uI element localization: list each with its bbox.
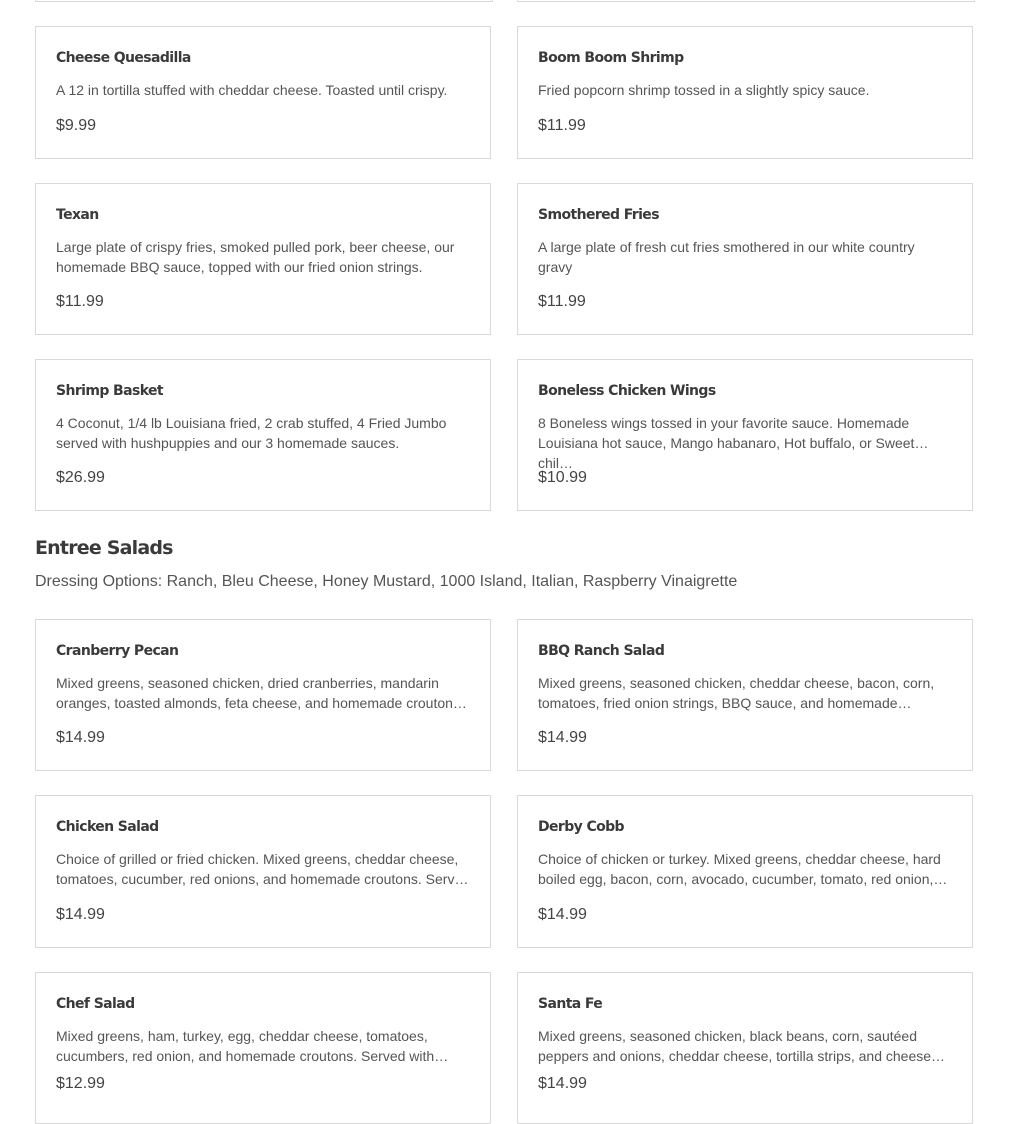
item-name: Texan (56, 207, 99, 223)
item-name: Shrimp Basket (56, 383, 164, 399)
menu-item-card[interactable] (517, 795, 973, 948)
item-price: $14.99 (538, 729, 587, 746)
menu-item-card[interactable] (517, 26, 973, 159)
item-price: $14.99 (56, 906, 105, 923)
section-title: Entree Salads (35, 537, 173, 559)
item-description: Mixed greens, seasoned chicken, dried cranberries, mandarin oranges, toasted almonds, feta cheese, and homemade crouton… (56, 675, 467, 711)
item-price: $10.99 (538, 469, 587, 486)
menu-item-card[interactable] (517, 972, 973, 1124)
item-price: $11.99 (56, 293, 104, 310)
item-name: Santa Fe (538, 996, 603, 1012)
item-price: $14.99 (538, 1075, 587, 1092)
item-price: $9.99 (56, 117, 97, 134)
item-description: Fried popcorn shrimp tossed in a slightly spicy sauce. (538, 82, 870, 98)
item-description: Mixed greens, ham, turkey, egg, cheddar cheese, tomatoes, cucumbers, red onion, and homemade croutons. Served with… (56, 1028, 449, 1064)
item-description: 8 Boneless wings tossed in your favorite sauce. Homemade Louisiana hot sauce, Mango habanaro, Hot buffalo, or Sweet chil… (538, 415, 915, 471)
item-name: Boom Boom Shrimp (538, 50, 684, 66)
item-price: $11.99 (538, 293, 586, 310)
section-subtitle: Dressing Options: Ranch, Bleu Cheese, Honey Mustard, 1000 Island, Italian, Raspberry Vinaigrette (35, 573, 738, 590)
item-description: A 12 in tortilla stuffed with cheddar cheese. Toasted until crispy. (56, 82, 448, 98)
item-description: Choice of grilled or fried chicken. Mixed greens, cheddar cheese, tomatoes, cucumber, red onions, and homemade croutons. Serv… (56, 851, 469, 887)
item-name: Cranberry Pecan (56, 643, 179, 659)
item-description: Mixed greens, seasoned chicken, black beans, corn, sautéed peppers and onions, cheddar cheese, tortilla strips, and cheese… (538, 1028, 946, 1064)
item-name: Chef Salad (56, 996, 135, 1012)
item-price: $14.99 (538, 906, 587, 923)
item-name: Chicken Salad (56, 819, 159, 835)
item-description: A large plate of fresh cut fries smothered in our white country gravy (538, 239, 915, 275)
item-name: Cheese Quesadilla (56, 50, 191, 66)
item-name: Derby Cobb (538, 819, 624, 835)
item-name: Smothered Fries (538, 207, 659, 223)
menu-item-card[interactable] (35, 972, 491, 1124)
item-price: $12.99 (56, 1075, 105, 1092)
menu-item-card[interactable] (35, 619, 491, 771)
item-description: Mixed greens, seasoned chicken, cheddar cheese, bacon, corn, tomatoes, fried onion strings, BBQ sauce, and homemade… (538, 675, 935, 711)
menu-item-card[interactable] (35, 26, 491, 159)
menu-item-card[interactable] (517, 359, 973, 511)
item-price: $14.99 (56, 729, 105, 746)
item-name: Boneless Chicken Wings (538, 383, 716, 399)
item-price: $26.99 (56, 469, 105, 486)
menu-item-card[interactable] (517, 619, 973, 771)
item-description: Large plate of crispy fries, smoked pulled pork, beer cheese, our homemade BBQ sauce, topped with our fried onion strings. (56, 239, 455, 275)
menu-item-card[interactable] (35, 359, 491, 511)
menu-card-partial[interactable] (517, 0, 975, 2)
menu-item-card[interactable] (35, 795, 491, 948)
item-price: $11.99 (538, 117, 586, 134)
item-name: BBQ Ranch Salad (538, 643, 665, 659)
item-description: Choice of chicken or turkey. Mixed greens, cheddar cheese, hard boiled egg, bacon, corn, avocado, cucumber, tomato, red onion,… (538, 851, 948, 887)
item-description: 4 Coconut, 1/4 lb Louisiana fried, 2 crab stuffed, 4 Fried Jumbo served with hushpuppies and our 3 homemade sauces. (56, 415, 447, 451)
menu-item-card[interactable] (517, 183, 973, 335)
menu-item-card[interactable] (35, 183, 491, 335)
menu-card-partial[interactable] (35, 0, 493, 2)
